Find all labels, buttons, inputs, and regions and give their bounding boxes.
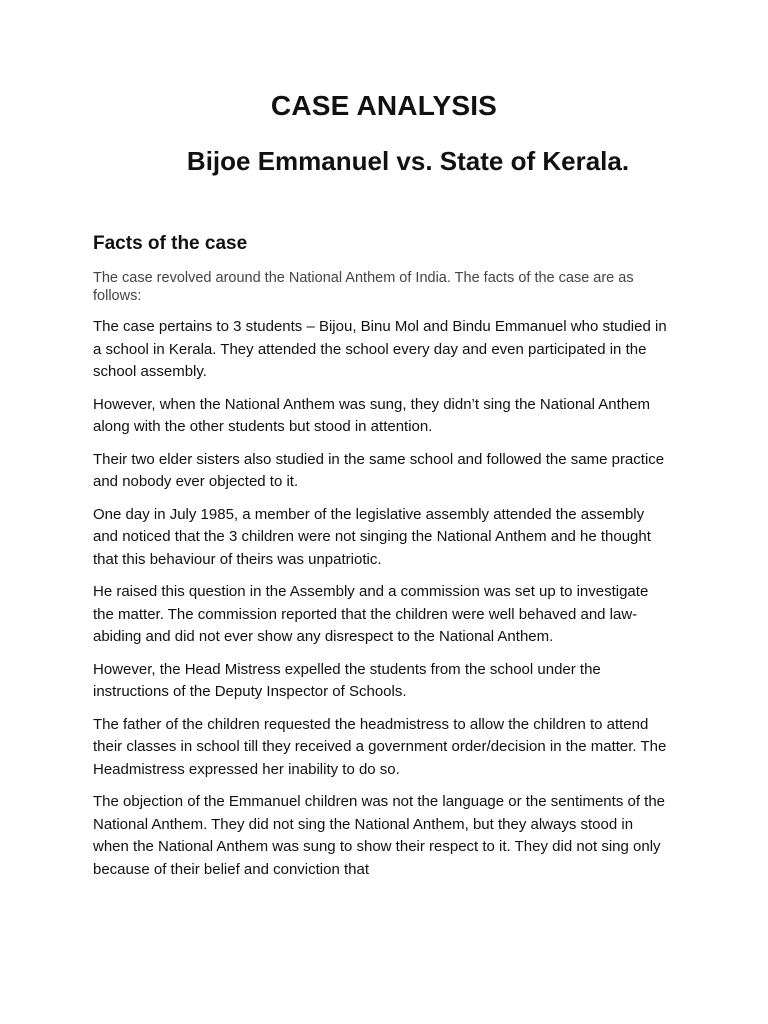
document-title: CASE ANALYSIS (270, 90, 498, 121)
paragraph-5: He raised this question in the Assembly and a commission was set up to investigate the matter. The commission reported that the children were well behaved and law-abiding and did not ever show any disrespect to the National Anthem. (93, 583, 649, 645)
document-subtitle: Bijoe Emmanuel vs. State of Kerala. (186, 146, 630, 176)
paragraph-1: The case pertains to 3 students – Bijou, Binu Mol and Bindu Emmanuel who studied in a school in Kerala. They attended the school every day and even participated in the school assembly. (93, 318, 667, 380)
intro-paragraph: The case revolved around the National Anthem of India. The facts of the case are as follows: (93, 270, 634, 304)
paragraph-8: The objection of the Emmanuel children was not the language or the sentiments of the National Anthem. They did not sing the National Anthem, but they always stood in when the National Anthem was sung to show their respect to it. They did not sing only because of their belief and conviction that (93, 793, 666, 878)
paragraph-4: One day in July 1985, a member of the legislative assembly attended the assembly and noticed that the 3 children were not singing the National Anthem and he thought that this behaviour of theirs was unpatriotic. (93, 505, 651, 568)
paragraph-6: However, the Head Mistress expelled the students from the school under the instructions of the Deputy Inspector of Schools. (93, 660, 601, 700)
paragraph-3: Their two elder sisters also studied in the same school and followed the same practice and nobody ever objected to it. (93, 450, 665, 490)
paragraph-7: The father of the children requested the headmistress to allow the children to attend their classes in school till they received a government order/decision in the matter. The Headmistress expressed her inability to do so. (93, 715, 667, 778)
section-heading: Facts of the case (93, 233, 248, 254)
paragraph-2: However, when the National Anthem was sung, they didn’t sing the National Anthem along with the other students but stood in attention. (93, 395, 650, 435)
body-text (93, 316, 673, 891)
